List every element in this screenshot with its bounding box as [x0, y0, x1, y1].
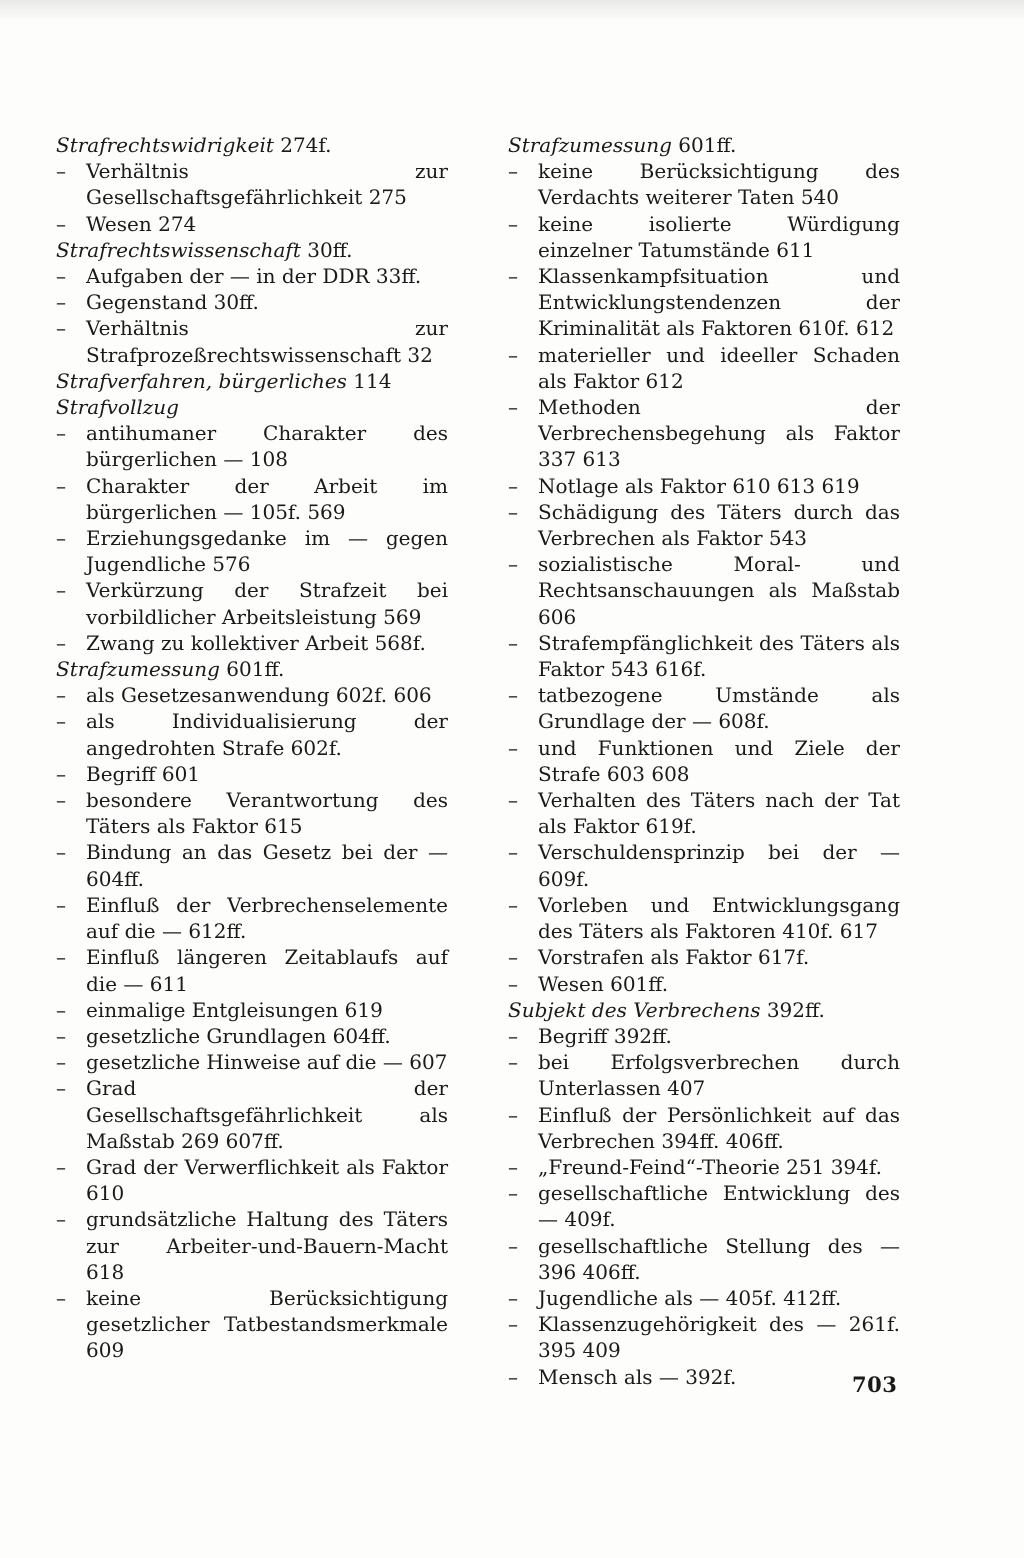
subentry-dash: –	[508, 892, 518, 917]
index-subentry-text: Verhalten des Täters nach der Tat als Faktor 619f.	[538, 788, 900, 839]
subentry-dash: –	[508, 211, 518, 236]
subentry-dash: –	[56, 290, 66, 315]
index-heading	[56, 237, 448, 263]
subentry-dash: –	[508, 1312, 518, 1337]
subentry-dash: –	[508, 1023, 518, 1048]
index-subentry-text: Begriff 601	[86, 761, 201, 786]
index-subentry	[56, 997, 448, 1023]
subentry-dash: –	[56, 761, 66, 786]
index-subentry-text: Methoden der Verbrechensbegehung als Faktor 337 613	[538, 395, 900, 472]
index-subentry-text: gesellschaftliche Stellung des — 396 406ff.	[538, 1233, 900, 1284]
index-subentry-text: sozialistische Moral- und Rechtsanschauungen als Maßstab 606	[538, 552, 900, 629]
index-heading-ref: 114	[353, 368, 392, 393]
index-heading-term: Strafrechtswissenschaft	[56, 237, 301, 262]
index-subentry-text: Vorstrafen als Faktor 617f.	[538, 945, 810, 970]
subentry-dash: –	[508, 945, 518, 970]
index-heading-ref: 601ff.	[226, 657, 285, 682]
index-subentry	[508, 971, 900, 997]
index-subentry	[508, 944, 900, 970]
subentry-dash: –	[508, 735, 518, 760]
index-subentry-text: Verhältnis zur Strafprozeßrechtswissenschaft 32	[86, 316, 448, 367]
index-subentry	[508, 263, 900, 342]
index-subentry	[56, 682, 448, 708]
index-subentry	[508, 839, 900, 891]
index-subentry-text: als Gesetzesanwendung 602f. 606	[86, 683, 432, 708]
index-subentry-text: Jugendliche als — 405f. 412ff.	[538, 1285, 842, 1310]
index-subentry-text: Wesen 274	[86, 211, 197, 236]
subentry-dash: –	[56, 578, 66, 603]
index-subentry	[56, 1206, 448, 1285]
index-subentry	[56, 211, 448, 237]
subentry-dash: –	[56, 997, 66, 1022]
index-subentry-text: Begriff 392ff.	[538, 1023, 672, 1048]
index-subentry-text: Klassenzugehörigkeit des — 261f. 395 409	[538, 1312, 900, 1363]
subentry-dash: –	[508, 1364, 518, 1389]
index-heading-ref: 274f.	[280, 133, 332, 157]
subentry-dash: –	[56, 264, 66, 289]
subentry-dash: –	[508, 788, 518, 813]
index-subentry-text: bei Erfolgsverbrechen durch Unterlassen 407	[538, 1050, 900, 1101]
index-subentry-text: Einfluß der Verbrechenselemente auf die — 612ff.	[86, 892, 448, 944]
index-subentry	[508, 630, 900, 682]
index-subentry-text: Grad der Gesellschaftsgefährlichkeit als Maßstab 269 607ff.	[86, 1076, 448, 1153]
subentry-dash: –	[56, 1050, 66, 1075]
index-subentry	[56, 525, 448, 577]
index-subentry-text: Schädigung des Täters durch das Verbrechen als Faktor 543	[538, 499, 900, 551]
subentry-dash: –	[56, 892, 66, 917]
index-heading-term: Strafrechtswidrigkeit	[56, 133, 274, 157]
index-subentry-text: Bindung an das Gesetz bei der — 604ff.	[86, 840, 448, 891]
subentry-dash: –	[508, 395, 518, 420]
subentry-dash: –	[508, 630, 518, 655]
index-subentry-text: Strafempfänglichkeit des Täters als Faktor 543 616f.	[538, 630, 900, 682]
index-subentry	[508, 394, 900, 473]
index-subentry-text: keine Berücksichtigung des Verdachts weiterer Taten 540	[538, 159, 900, 210]
index-subentry-text: Mensch als — 392f.	[538, 1364, 737, 1389]
index-subentry	[508, 1364, 900, 1390]
index-subentry-text: Grad der Verwerflichkeit als Faktor 610	[86, 1154, 448, 1206]
index-subentry	[508, 735, 900, 787]
index-subentry-text: Einfluß der Persönlichkeit auf das Verbrechen 394ff. 406ff.	[538, 1102, 900, 1153]
index-subentry	[56, 1154, 448, 1206]
index-subentry	[56, 315, 448, 367]
subentry-dash: –	[508, 1233, 518, 1258]
index-subentry	[56, 630, 448, 656]
index-subentry	[508, 211, 900, 263]
index-heading	[56, 368, 448, 394]
index-subentry	[508, 1049, 900, 1101]
index-heading-ref: 30ff.	[307, 237, 353, 262]
subentry-dash: –	[56, 1023, 66, 1048]
index-column-left	[56, 132, 448, 1364]
index-subentry	[56, 420, 448, 472]
subentry-dash: –	[56, 683, 66, 708]
index-subentry	[508, 551, 900, 630]
subentry-dash: –	[508, 159, 518, 184]
index-heading-term: Strafvollzug	[56, 395, 179, 420]
index-subentry	[56, 1285, 448, 1364]
index-subentry	[56, 158, 448, 210]
index-heading-term: Strafzumessung	[56, 657, 220, 682]
subentry-dash: –	[508, 552, 518, 577]
index-subentry	[56, 1075, 448, 1154]
index-subentry	[56, 263, 448, 289]
subentry-dash: –	[508, 499, 518, 524]
index-subentry-text: Verschuldensprinzip bei der — 609f.	[538, 840, 900, 891]
index-subentry-text: antihumaner Charakter des bürgerlichen — 108	[86, 421, 448, 472]
subentry-dash: –	[56, 1207, 66, 1232]
index-subentry	[508, 787, 900, 839]
index-subentry	[56, 892, 448, 944]
subentry-dash: –	[56, 1076, 66, 1101]
index-heading	[56, 394, 448, 420]
subentry-dash: –	[56, 526, 66, 551]
index-subentry	[508, 499, 900, 551]
subentry-dash: –	[508, 342, 518, 367]
index-subentry-text: grundsätzliche Haltung des Täters zur Arbeiter-und-Bauern-Macht 618	[86, 1207, 448, 1284]
subentry-dash: –	[56, 421, 66, 446]
subentry-dash: –	[56, 316, 66, 341]
index-subentry	[56, 577, 448, 629]
index-subentry	[508, 892, 900, 944]
index-subentry-text: gesellschaftliche Entwicklung des — 409f.	[538, 1181, 900, 1232]
subentry-dash: –	[56, 709, 66, 734]
subentry-dash: –	[56, 473, 66, 498]
index-subentry-text: Vorleben und Entwicklungsgang des Täters als Faktoren 410f. 617	[538, 892, 900, 944]
index-subentry-text: „Freund-Feind“-Theorie 251 394f.	[538, 1154, 882, 1179]
index-subentry	[508, 1285, 900, 1311]
index-subentry	[508, 682, 900, 734]
index-heading	[508, 997, 900, 1023]
index-subentry	[508, 1311, 900, 1363]
index-subentry-text: Klassenkampfsituation und Entwicklungstendenzen der Kriminalität als Faktoren 610f. 612	[538, 264, 900, 341]
subentry-dash: –	[508, 683, 518, 708]
index-subentry-text: einmalige Entgleisungen 619	[86, 997, 383, 1022]
subentry-dash: –	[508, 840, 518, 865]
index-subentry-text: Einfluß längeren Zeitablaufs auf die — 611	[86, 945, 448, 996]
index-subentry-text: keine isolierte Würdigung einzelner Tatumstände 611	[538, 211, 900, 262]
page-number: 703	[852, 1372, 898, 1397]
subentry-dash: –	[508, 264, 518, 289]
subentry-dash: –	[56, 630, 66, 655]
index-heading-term: Strafzumessung	[508, 133, 672, 157]
index-subentry-text: Charakter der Arbeit im bürgerlichen — 105f. 569	[86, 473, 448, 524]
index-subentry	[508, 158, 900, 210]
index-subentry-text: und Funktionen und Ziele der Strafe 603 608	[538, 735, 900, 786]
index-heading	[508, 132, 900, 158]
index-subentry-text: Wesen 601ff.	[538, 971, 669, 996]
index-subentry-text: Gegenstand 30ff.	[86, 290, 259, 315]
index-subentry-text: gesetzliche Hinweise auf die — 607	[86, 1050, 448, 1075]
index-subentry-text: tatbezogene Umstände als Grundlage der — 608f.	[538, 683, 900, 734]
index-subentry-text: gesetzliche Grundlagen 604ff.	[86, 1023, 391, 1048]
index-heading-ref: 601ff.	[678, 133, 737, 157]
subentry-dash: –	[56, 945, 66, 970]
subentry-dash: –	[508, 1181, 518, 1206]
index-subentry	[508, 1154, 900, 1180]
subentry-dash: –	[56, 1154, 66, 1179]
subentry-dash: –	[508, 1285, 518, 1310]
index-subentry-text: Zwang zu kollektiver Arbeit 568f.	[86, 630, 426, 655]
index-subentry	[56, 761, 448, 787]
index-subentry	[56, 1049, 448, 1075]
index-subentry	[56, 708, 448, 760]
subentry-dash: –	[56, 159, 66, 184]
index-subentry	[56, 944, 448, 996]
index-subentry-text: materieller und ideeller Schaden als Faktor 612	[538, 342, 900, 393]
index-heading	[56, 656, 448, 682]
index-subentry	[56, 839, 448, 891]
index-heading	[56, 132, 448, 158]
index-subentry-text: als Individualisierung der angedrohten Strafe 602f.	[86, 709, 448, 760]
index-subentry	[56, 289, 448, 315]
index-subentry-text: Aufgaben der — in der DDR 33ff.	[86, 264, 422, 289]
index-subentry	[508, 473, 900, 499]
index-subentry	[56, 1023, 448, 1049]
index-subentry-text: Notlage als Faktor 610 613 619	[538, 473, 860, 498]
index-subentry-text: Erziehungsgedanke im — gegen Jugendliche 576	[86, 526, 448, 577]
index-subentry	[508, 342, 900, 394]
index-subentry	[56, 473, 448, 525]
subentry-dash: –	[56, 840, 66, 865]
index-heading-ref: 392ff.	[766, 997, 825, 1022]
index-subentry	[508, 1180, 900, 1232]
index-subentry	[508, 1023, 900, 1049]
index-heading-term: Strafverfahren, bürgerliches	[56, 368, 347, 393]
index-column-right	[508, 132, 900, 1390]
index-heading-term: Subjekt des Verbrechens	[508, 997, 761, 1022]
subentry-dash: –	[508, 971, 518, 996]
index-subentry-text: Verhältnis zur Gesellschaftsgefährlichkeit 275	[86, 159, 448, 210]
subentry-dash: –	[508, 1154, 518, 1179]
subentry-dash: –	[56, 788, 66, 813]
subentry-dash: –	[508, 1102, 518, 1127]
subentry-dash: –	[56, 211, 66, 236]
page-top-edge	[0, 0, 1024, 22]
index-subentry	[508, 1102, 900, 1154]
index-subentry	[56, 787, 448, 839]
index-subentry-text: besondere Verantwortung des Täters als Faktor 615	[86, 788, 448, 839]
index-subentry-text: keine Berücksichtigung gesetzlicher Tatbestandsmerkmale 609	[86, 1285, 448, 1363]
subentry-dash: –	[508, 1050, 518, 1075]
index-subentry	[508, 1233, 900, 1285]
subentry-dash: –	[56, 1285, 66, 1310]
subentry-dash: –	[508, 473, 518, 498]
index-subentry-text: Verkürzung der Strafzeit bei vorbildlicher Arbeitsleistung 569	[86, 578, 448, 629]
